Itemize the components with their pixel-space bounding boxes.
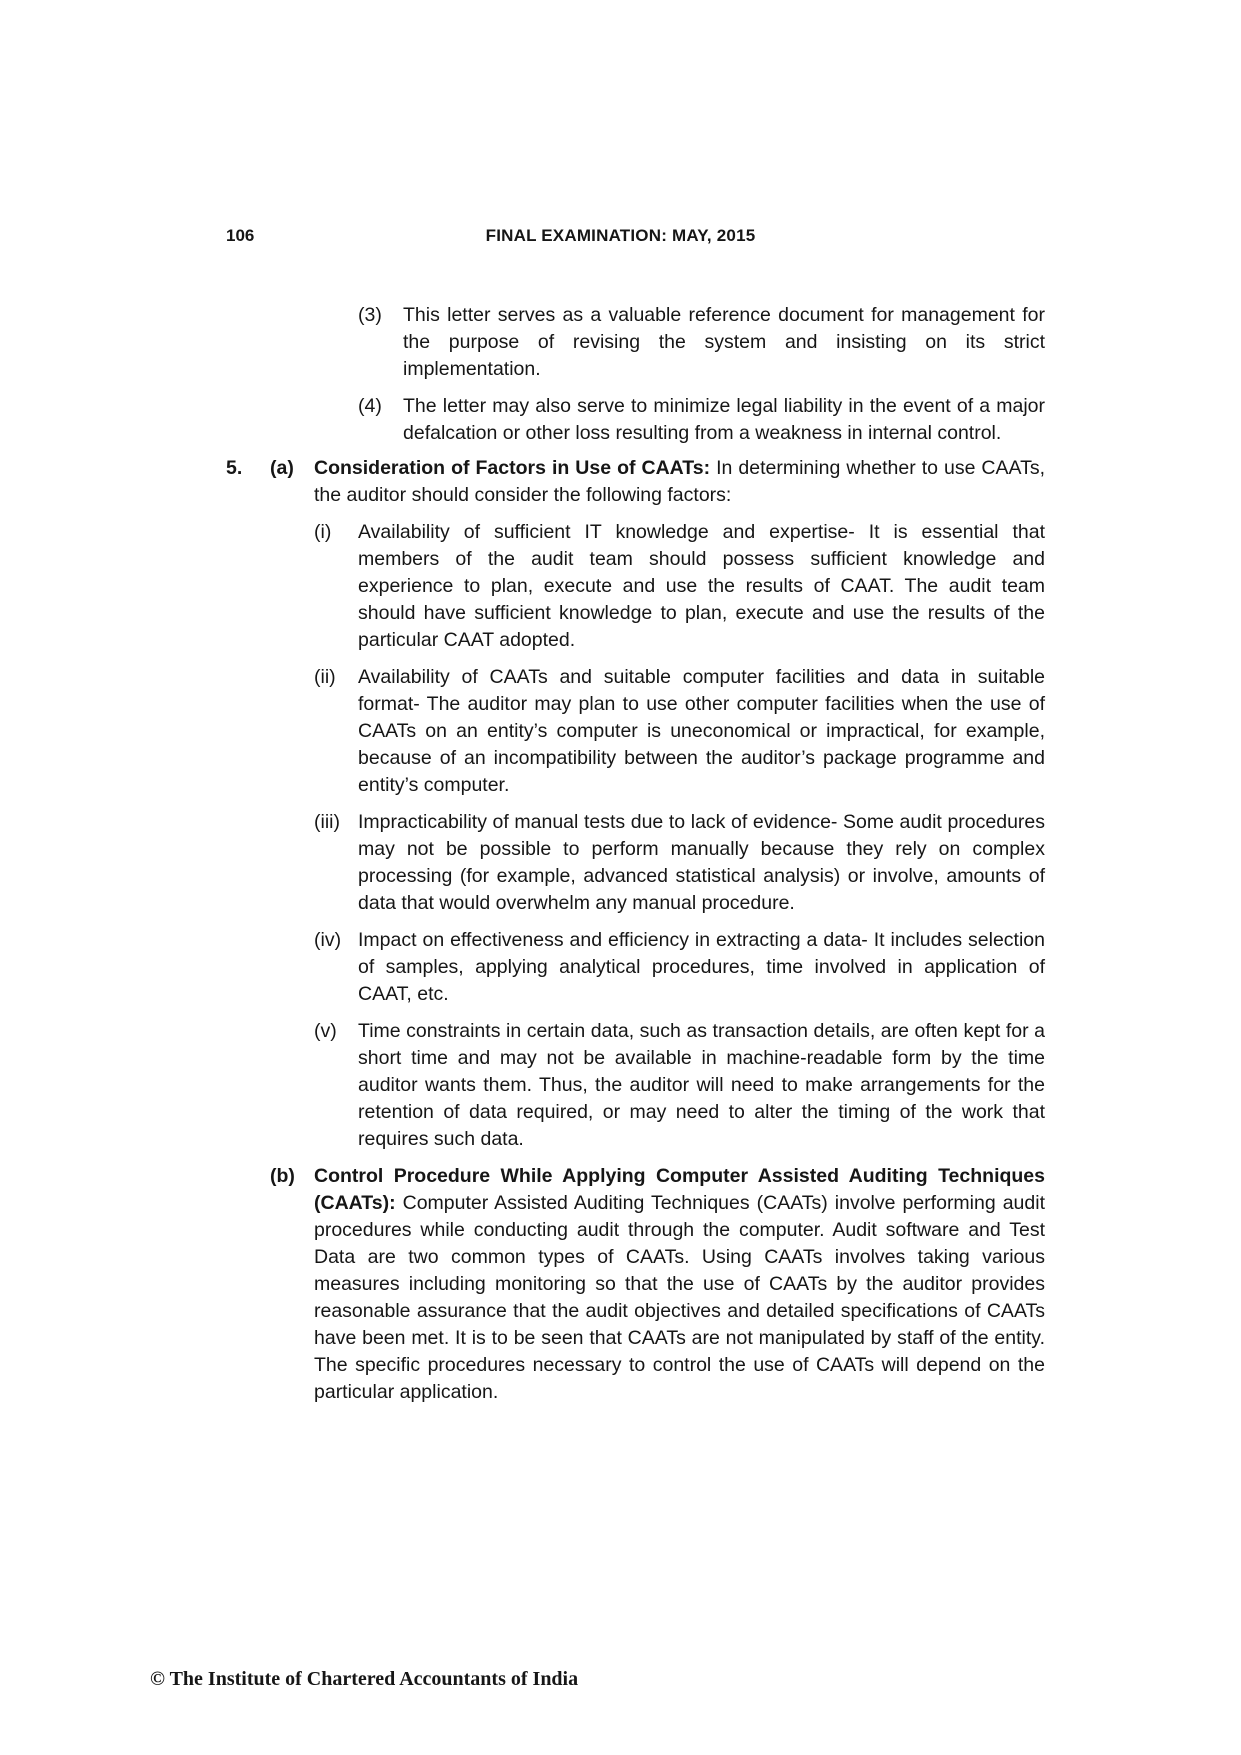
- list-number: (4): [358, 395, 382, 417]
- question-number: 5.: [226, 457, 243, 479]
- page-number: 106: [226, 226, 255, 245]
- part-b-body: [314, 1163, 1045, 1406]
- list-item-text: The letter may also serve to minimize legal liability in the event of a major defalcation or other loss resulting from a weakness in internal control.: [403, 395, 1045, 444]
- list-item-text: Impracticability of manual tests due to lack of evidence- Some audit procedures may not be possible to perform manually because they rely on complex processing (for example, advanced statistical analysis) or involve, amounts of data that would overwhelm any manual procedure.: [358, 811, 1045, 914]
- list-item-text: Availability of CAATs and suitable computer facilities and data in suitable format- The auditor may plan to use other computer facilities when the use of CAATs on an entity’s computer is uneconomical or impractical, for example, because of an incompatibility between the auditor’s package programme and entity’s computer.: [358, 666, 1045, 796]
- list-item-text: Availability of sufficient IT knowledge and expertise- It is essential that members of the audit team should possess sufficient knowledge and experience to plan, execute and use the results of CAAT. The audit team should have sufficient knowledge to plan, execute and use the results of the particular CAAT adopted.: [358, 521, 1045, 651]
- part-b-heading: Control Procedure While Applying Computer Assisted Auditing Techniques (CAATs):: [314, 1165, 1045, 1214]
- list-number: (v): [314, 1020, 337, 1042]
- list-number: (ii): [314, 666, 336, 688]
- list-number: (3): [358, 304, 382, 326]
- list-number: (i): [314, 521, 332, 543]
- part-b-label: (b): [270, 1165, 295, 1187]
- part-a-intro-text: In determining whether to use CAATs, the auditor should consider the following factors:: [314, 457, 1045, 506]
- list-item-text: Time constraints in certain data, such as transaction details, are often kept for a short time and may not be available in machine-readable form by the time auditor wants them. Thus, the auditor will need to make arrangements for the retention of data required, or may need to alter the timing of the work that requires such data.: [358, 1020, 1045, 1150]
- part-a-label: (a): [270, 457, 294, 479]
- list-number: (iii): [314, 811, 340, 833]
- part-a-intro: [314, 455, 1045, 509]
- list-item-text: This letter serves as a valuable reference document for management for the purpose of revising the system and insisting on its strict implementation.: [403, 304, 1045, 380]
- copyright-footer: © The Institute of Chartered Accountants of India: [150, 1668, 579, 1690]
- part-b-text: Computer Assisted Auditing Techniques (CAATs) involve performing audit procedures while conducting audit through the computer. Audit software and Test Data are two common types of CAATs. Using CAATs involves taking various measures including monitoring so that the use of CAATs by the auditor provides reasonable assurance that the audit objectives and detailed specifications of CAATs have been met. It is to be seen that CAATs are not manipulated by staff of the entity. The specific procedures necessary to control the use of CAATs will depend on the particular application.: [314, 1192, 1046, 1403]
- running-head: FINAL EXAMINATION: MAY, 2015: [485, 226, 756, 245]
- list-number: (iv): [314, 929, 342, 951]
- part-a-heading: Consideration of Factors in Use of CAATs:: [314, 457, 711, 479]
- list-item-text: Impact on effectiveness and efficiency in extracting a data- It includes selection of samples, applying analytical procedures, time involved in application of CAAT, etc.: [358, 929, 1045, 1005]
